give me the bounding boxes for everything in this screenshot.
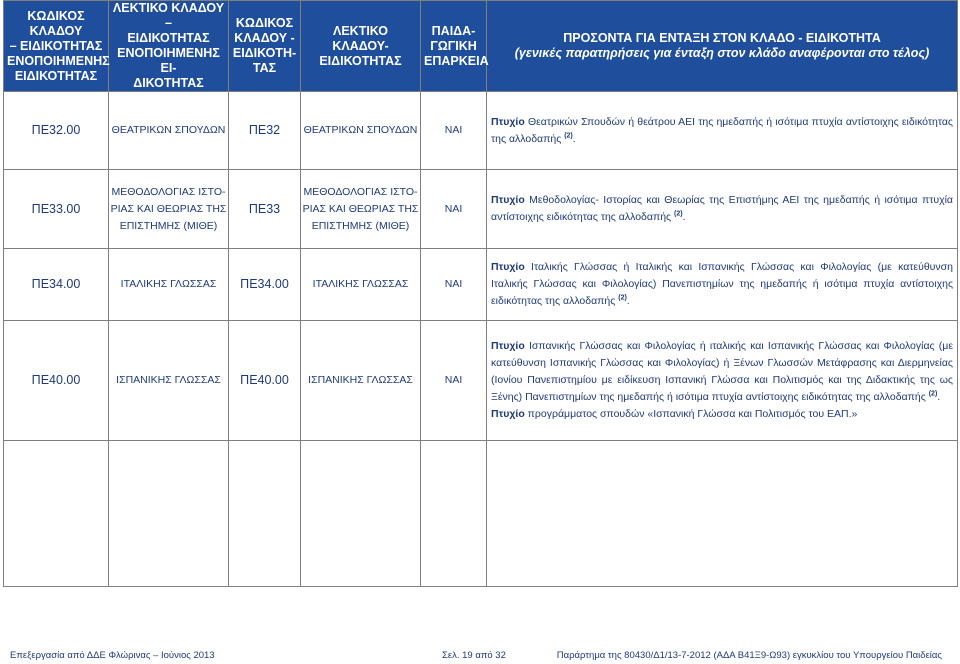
code2-cell: ΠΕ34.00 xyxy=(229,249,301,321)
description-cell: Πτυχίο Ιταλικής Γλώσσας ή Ιταλικής και Ισπανικής Γλώσσας και Φιλολογίας (με κατεύθυνση Ιταλικής Γλώσσας και Φιλολογίας) Πανεπιστημίων της ημεδαπής ή ισότιμα πτυχία αντίστοιχης ειδικότητας της αλλοδαπής $^{(2)}$. xyxy=(487,249,958,321)
pedagogical-cell: ΝΑΙ xyxy=(421,170,487,249)
table-row-empty xyxy=(4,441,958,587)
name2-cell: ΘΕΑΤΡΙΚΩΝ ΣΠΟΥΔΩΝ xyxy=(301,92,421,170)
empty-cell xyxy=(109,441,229,587)
code2-cell: ΠΕ33 xyxy=(229,170,301,249)
table-row xyxy=(4,249,958,321)
description-cell: Πτυχίο Μεθοδολογίας- Ιστορίας και Θεωρίας της Επιστήμης ΑΕΙ της ημεδαπής ή ισότιμα πτυχία αντίστοιχης ειδικότητας της αλλοδαπής $^{(2)}$. xyxy=(487,170,958,249)
empty-cell xyxy=(421,441,487,587)
pedagogical-cell: ΝΑΙ xyxy=(421,249,487,321)
name-cell: ΙΤΑΛΙΚΗΣ ΓΛΩΣΣΑΣ xyxy=(109,249,229,321)
name2-cell: ΙΣΠΑΝΙΚΗΣ ΓΛΩΣΣΑΣ xyxy=(301,321,421,441)
header-name2: ΛΕΚΤΙΚΟ ΚΛΑΔΟΥ- ΕΙΔΙΚΟΤΗΤΑΣ xyxy=(301,1,421,92)
table-row xyxy=(4,321,958,441)
description-cell: Πτυχίο Ισπανικής Γλώσσας και Φιλολογίας ή ιταλικής και Ισπανικής Γλώσσας και Φιλολογίας (με κατεύθυνση Ισπανικής Γλώσσας και Φιλολογίας) ή Ξένων Γλωσσών Μετάφρασης και Διερμηνείας (Ιονίου Πανεπιστημίου με ειδίκευση Ισπανική Γλώσσα και Πολιτισμός και της Διδακτικής της ως Ξένης) Πανεπιστημίων της ημεδαπής ή ισότιμα πτυχία αντίστοιχης ειδικότητας της αλλοδαπής $^{(2)}$. Πτυχίο προγράμματος σπουδών «Ισπανική Γλώσσα και Πολιτισμός του ΕΑΠ.» xyxy=(487,321,958,441)
code-cell: ΠΕ33.00 xyxy=(4,170,109,249)
name2-cell: ΙΤΑΛΙΚΗΣ ΓΛΩΣΣΑΣ xyxy=(301,249,421,321)
empty-cell xyxy=(301,441,421,587)
header-name: ΛΕΚΤΙΚΟ ΚΛΑΔΟΥ – ΕΙΔΙΚΟΤΗΤΑΣ ΕΝΟΠΟΙΗΜΕΝΗΣ ΕΙ- ΔΙΚΟΤΗΤΑΣ xyxy=(109,1,229,92)
header-code2: ΚΩΔΙΚΟΣ ΚΛΑΔΟΥ - ΕΙΔΙΚΟΤΗ- ΤΑΣ xyxy=(229,1,301,92)
footer-page-number: Σελ. 19 από 32 xyxy=(442,650,506,661)
code2-cell: ΠΕ40.00 xyxy=(229,321,301,441)
header-code: ΚΩΔΙΚΟΣ ΚΛΑΔΟΥ – ΕΙΔΙΚΟΤΗΤΑΣ ΕΝΟΠΟΙΗΜΕΝΗΣ ΕΙΔΙΚΟΤΗΤΑΣ xyxy=(4,1,109,92)
header-row xyxy=(4,1,958,92)
footer-right: Παράρτημα της 80430/Δ1/13-7-2012 (ΑΔΑ Β41Ξ9-Ω93) εγκυκλίου του Υπουργείου Παιδείας xyxy=(556,650,942,661)
pedagogical-cell: ΝΑΙ xyxy=(421,92,487,170)
empty-cell xyxy=(4,441,109,587)
name-cell: ΙΣΠΑΝΙΚΗΣ ΓΛΩΣΣΑΣ xyxy=(109,321,229,441)
code-cell: ΠΕ34.00 xyxy=(4,249,109,321)
name-cell: ΜΕΘΟΔΟΛΟΓΙΑΣ ΙΣΤΟ-ΡΙΑΣ ΚΑΙ ΘΕΩΡΙΑΣ ΤΗΣ ΕΠΙΣΤΗΜΗΣ (ΜΙΘΕ) xyxy=(109,170,229,249)
description-cell: Πτυχίο Θεατρικών Σπουδών ή θεάτρου ΑΕΙ της ημεδαπής ή ισότιμα πτυχία αντίστοιχης ειδικότητας της αλλοδαπής $^{(2)}$. xyxy=(487,92,958,170)
code2-cell: ΠΕ32 xyxy=(229,92,301,170)
name2-cell: ΜΕΘΟΔΟΛΟΓΙΑΣ ΙΣΤΟ-ΡΙΑΣ ΚΑΙ ΘΕΩΡΙΑΣ ΤΗΣ ΕΠΙΣΤΗΜΗΣ (ΜΙΘΕ) xyxy=(301,170,421,249)
table-row xyxy=(4,92,958,170)
pedagogical-cell: ΝΑΙ xyxy=(421,321,487,441)
empty-cell xyxy=(487,441,958,587)
footer-left: Επεξεργασία από ΔΔΕ Φλώρινας – Ιούνιος 2013 xyxy=(10,650,215,661)
code-cell: ΠΕ40.00 xyxy=(4,321,109,441)
name-cell: ΘΕΑΤΡΙΚΩΝ ΣΠΟΥΔΩΝ xyxy=(109,92,229,170)
code-cell: ΠΕ32.00 xyxy=(4,92,109,170)
page-footer xyxy=(0,650,960,664)
table-row xyxy=(4,170,958,249)
header-qualifications: ΠΡΟΣΟΝΤΑ ΓΙΑ ΕΝΤΑΞΗ ΣΤΟΝ ΚΛΑΔΟ - ΕΙΔΙΚΟΤΗΤΑ (γενικές παρατηρήσεις για ένταξη στον κλάδο αναφέρονται στο τέλος) xyxy=(487,1,958,92)
header-pedagogical: ΠΑΙΔΑ- ΓΩΓΙΚΗ ΕΠΑΡΚΕΙΑ xyxy=(421,1,487,92)
empty-cell xyxy=(229,441,301,587)
specialties-table xyxy=(3,0,958,587)
